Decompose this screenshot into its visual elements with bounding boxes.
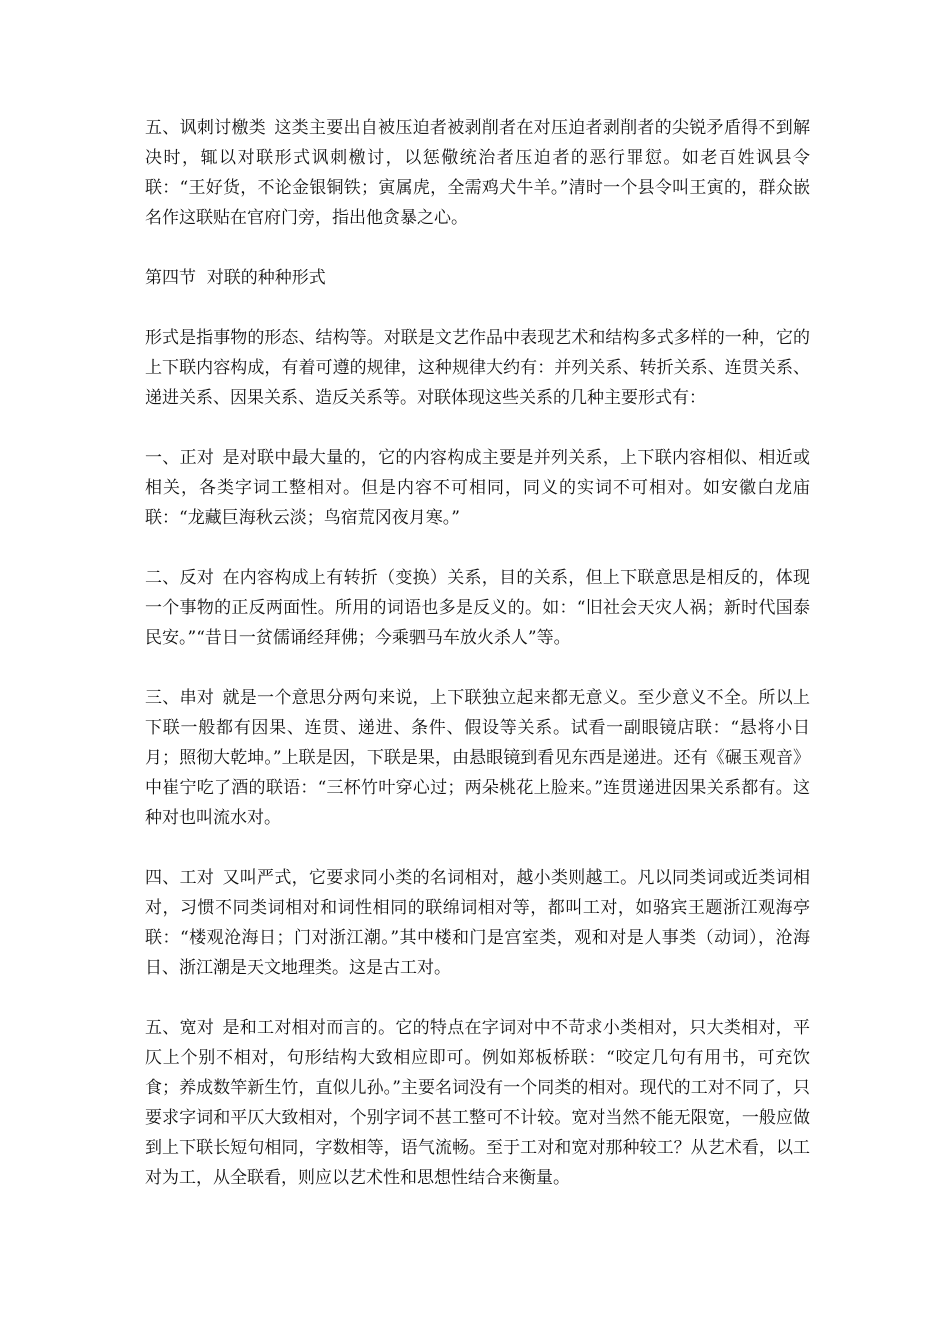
form-lead: 四、工对 [145, 868, 215, 888]
form-paragraph-chuandui [145, 683, 810, 833]
form-body: 又叫严式，它要求同小类的名词相对，越小类则越工。凡以同类词或近类词相对，习惯不同类词相对和词性相同的联绵词相对等，都叫工对，如骆宾王题浙江观海亭联：“楼观沧海日；门对浙江潮。”其中楼和门是宫室类，观和对是人事类（动词），沧海日、浙江潮是天文地理类。这是古工对。 [145, 868, 811, 978]
intro-paragraph: 形式是指事物的形态、结构等。对联是文艺作品中表现艺术和结构多式多样的一种，它的上下联内容构成，有着可遵的规律，这种规律大约有：并列关系、转折关系、连贯关系、递进关系、因果关系、造反关系等。对联体现这些关系的几种主要形式有： [145, 328, 810, 408]
form-body: 是对联中最大量的，它的内容构成主要是并列关系，上下联内容相似、相近或相关，各类字词工整相对。但是内容不可相同，同义的实词不可相对。如安徽白龙庙联：“龙藏巨海秋云淡；鸟宿荒冈夜月寒。” [145, 448, 811, 528]
form-lead: 三、串对 [145, 688, 215, 708]
paragraph-body: 这类主要出自被压迫者被剥削者在对压迫者剥削者的尖锐矛盾得不到解决时，辄以对联形式讽刺檄讨，以惩儆统治者压迫者的恶行罪愆。如老百姓讽县令联：“王好货，不论金银铜铁；寅属虎，全需鸡犬牛羊。”清时一个县令叫王寅的，群众嵌名作这联贴在官府门旁，指出他贪暴之心。 [145, 118, 811, 228]
form-body: 就是一个意思分两句来说，上下联独立起来都无意义。至少意义不全。所以上下联一般都有因果、连贯、递进、条件、假设等关系。试看一副眼镜店联：“悬将小日月；照彻大乾坤。”上联是因，下联是果，由悬眼镜到看见东西是递进。还有《碾玉观音》中崔宁吃了酒的联语：“三杯竹叶穿心过；两朵桃花上脸来。”连贯递进因果关系都有。这种对也叫流水对。 [145, 688, 811, 828]
form-paragraph-fandui [145, 563, 810, 653]
paragraph-satire [145, 113, 810, 233]
paragraph-lead: 五、讽刺讨檄类 [145, 118, 267, 138]
document-page [145, 113, 810, 1223]
form-paragraph-zhengdui [145, 443, 810, 533]
form-lead: 一、正对 [145, 448, 215, 468]
form-lead: 五、宽对 [145, 1018, 215, 1038]
form-paragraph-kuandui [145, 1013, 810, 1193]
form-body: 是和工对相对而言的。它的特点在字词对中不苛求小类相对，只大类相对，平仄上个别不相对，句形结构大致相应即可。例如郑板桥联：“咬定几句有用书，可充饮食；养成数竿新生竹，直似儿孙。”主要名词没有一个同类的相对。现代的工对不同了，只要求字词和平仄大致相对，个别字词不甚工整可不计较。宽对当然不能无限宽，一般应做到上下联长短句相同，字数相等，语气流畅。至于工对和宽对那种较工？从艺术看，以工对为工，从全联看，则应以艺术性和思想性结合来衡量。 [145, 1018, 811, 1188]
form-paragraph-gongdui [145, 863, 810, 983]
form-lead: 二、反对 [145, 568, 215, 588]
form-body: 在内容构成上有转折（变换）关系，目的关系，但上下联意思是相反的，体现一个事物的正反两面性。所用的词语也多是反义的。如：“旧社会天灾人祸；新时代国泰民安。”“昔日一贫儒诵经拜佛；今乘驷马车放火杀人”等。 [145, 568, 811, 648]
section-heading: 第四节 对联的种种形式 [145, 268, 326, 288]
